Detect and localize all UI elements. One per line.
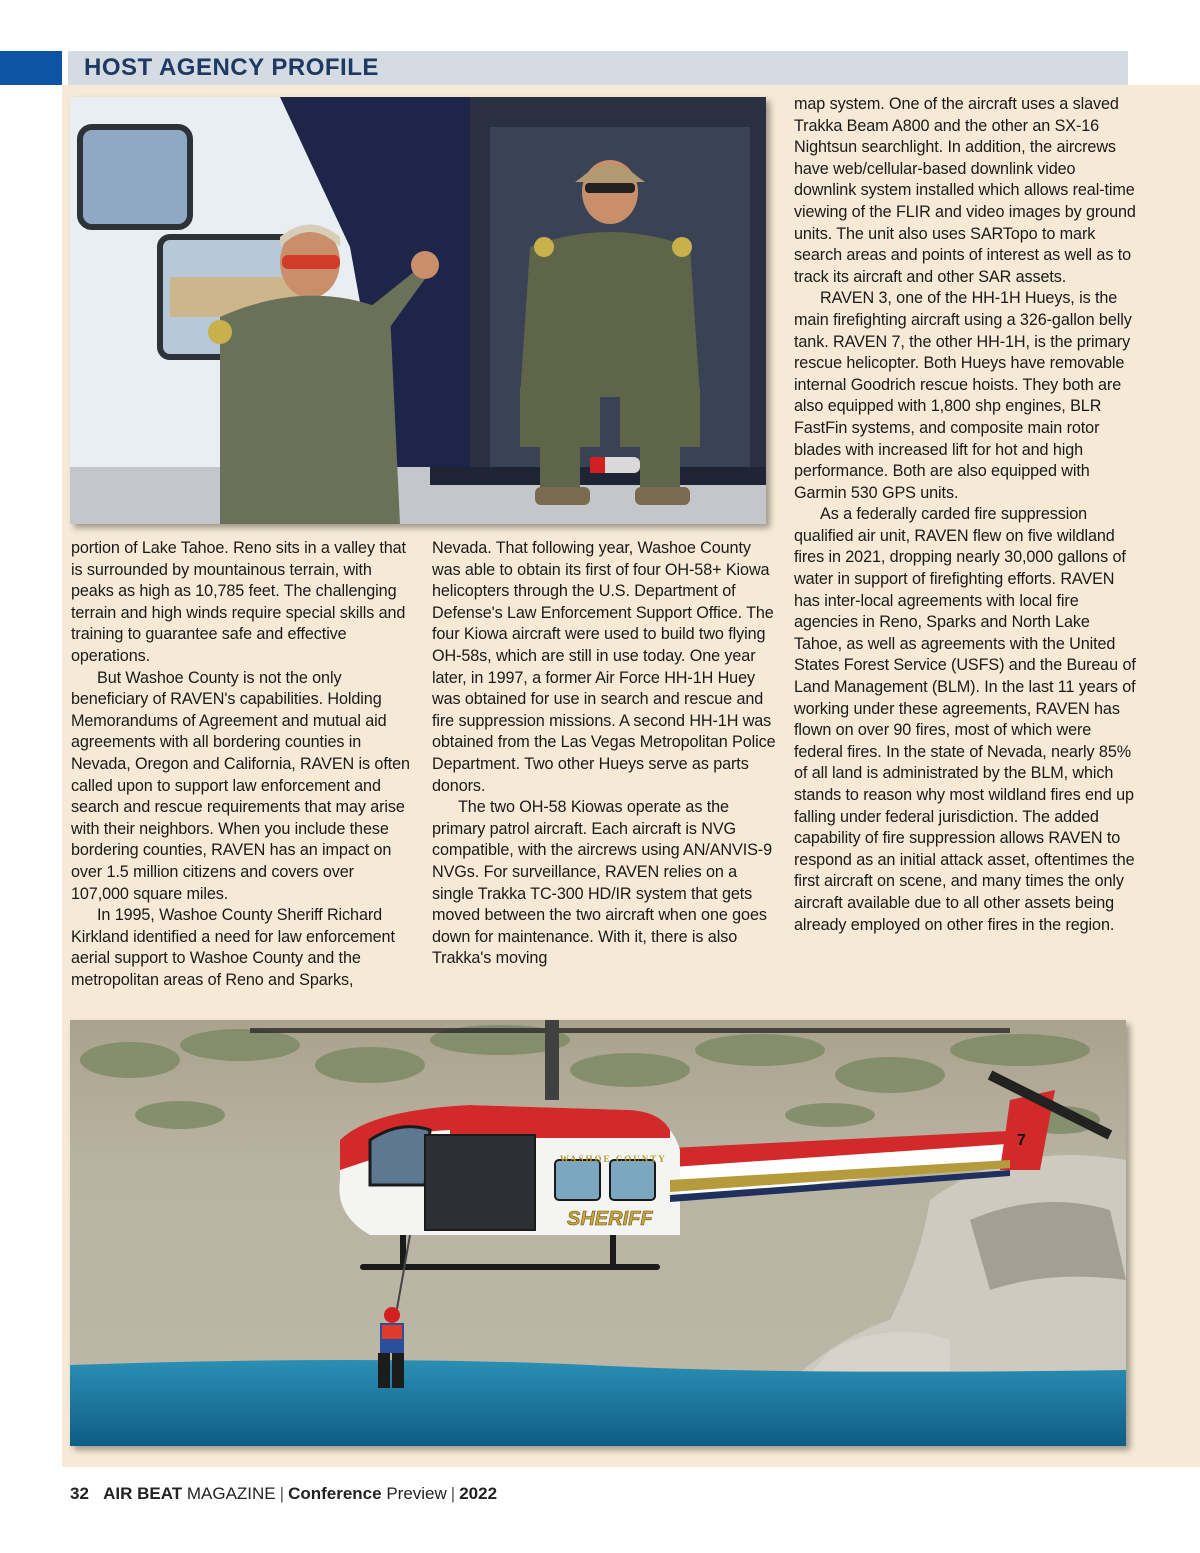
paragraph: portion of Lake Tahoe. Reno sits in a valley that is surrounded by mountainous terrain, with peaks as high as 10,785 feet. The challenging terrain and high winds require special skills and training to guarantee safe and effective operations. bbox=[71, 539, 406, 665]
page-footer bbox=[70, 1481, 497, 1507]
paragraph: In 1995, Washoe County Sheriff Richard Kirkland identified a need for law enforcement aerial support to Washoe County and the metropolitan areas of Reno and Sparks, bbox=[71, 906, 395, 989]
paragraph: map system. One of the aircraft uses a slaved Trakka Beam A800 and the other an SX-16 Nightsun searchlight. In addition, the aircrews have web/cellular-based downlink video downlink system installed which allows real-time viewing of the FLIR and video images by ground units. The unit also uses SARTopo to mark search areas and points of interest as well as to track its aircraft and other SAR assets. bbox=[794, 95, 1136, 286]
photo-helicopter-rescue bbox=[70, 1020, 1126, 1446]
photo-two-pilots bbox=[70, 97, 766, 524]
magazine-name-rest: MAGAZINE bbox=[186, 1484, 276, 1503]
paragraph: Nevada. That following year, Washoe County was able to obtain its first of four OH-58+ Kiowa helicopters through the U.S. Department of Defense's Law Enforcement Support Office. The four Kiowa aircraft were used to build two flying OH-58s, which are still in use today. One year later, in 1997, a former Air Force HH-1H Huey was obtained for use in search and rescue and fire suppression missions. A second HH-1H was obtained from the Las Vegas Metropolitan Police Department. Two other Hueys serve as parts donors. bbox=[432, 539, 776, 795]
paragraph: RAVEN 3, one of the HH-1H Hueys, is the main firefighting aircraft using a 326-gallon belly tank. RAVEN 7, the other HH-1H, is the primary rescue helicopter. Both Hueys have removable internal Goodrich rescue hoists. They both are also equipped with 1,800 shp engines, BLR FastFin systems, and composite main rotor blades with increased lift for hot and high performance. Both are also equipped with Garmin 530 GPS units. bbox=[794, 289, 1132, 502]
helicopter-county-text: WASHOE COUNTY bbox=[560, 1154, 667, 1164]
tail-number: 7 bbox=[1017, 1132, 1026, 1149]
section-title: HOST AGENCY PROFILE bbox=[84, 54, 379, 81]
footer-year: 2022 bbox=[459, 1484, 498, 1503]
paragraph: But Washoe County is not the only beneficiary of RAVEN's capabilities. Holding Memorandums of Agreement and mutual aid agreements with all bordering counties in Nevada, Oregon and California, RAVEN is often called upon to support law enforcement and search and rescue requirements that may arise with their neighbors. When you include these bordering counties, RAVEN has an impact on over 1.5 million citizens and covers over 107,000 square miles. bbox=[71, 668, 410, 903]
article-column-1 bbox=[71, 538, 416, 991]
header-accent-block bbox=[0, 51, 62, 85]
helicopter-sheriff-text: SHERIFF bbox=[567, 1208, 653, 1230]
page-number: 32 bbox=[70, 1484, 89, 1503]
magazine-name-bold: AIR BEAT bbox=[103, 1484, 183, 1503]
article-column-2 bbox=[432, 538, 777, 970]
pilots-photo-illustration bbox=[70, 97, 766, 524]
footer-separator: | bbox=[279, 1484, 285, 1503]
paragraph: The two OH-58 Kiowas operate as the primary patrol aircraft. Each aircraft is NVG compatible, with the aircrews using AN/ANVIS-9 NVGs. For surveillance, RAVEN relies on a single Trakka TC-300 HD/IR system that gets moved between the two aircraft when one goes down for maintenance. With it, there is also Trakka's moving bbox=[432, 798, 772, 968]
paragraph: As a federally carded fire suppression qualified air unit, RAVEN flew on five wildland fires in 2021, dropping nearly 30,000 gallons of water in support of firefighting efforts. RAVEN has inter-local agreements with local fire agencies in Reno, Sparks and North Lake Tahoe, as well as agreements with the United States Forest Service (USFS) and the Bureau of Land Management (BLM). In the last 11 years of working under these agreements, RAVEN has flown on over 90 fires, most of which were federal fires. In the state of Nevada, nearly 85% of all land is administrated by the BLM, which stands to reason why most wildland fires end up falling under federal jurisdiction. The added capability of fire suppression allows RAVEN to respond as an initial attack asset, oftentimes the first aircraft on scene, and many times the only aircraft available due to all other assets being already employed on other fires in the region. bbox=[794, 505, 1136, 934]
conference-bold: Conference bbox=[288, 1484, 382, 1503]
article-column-3 bbox=[794, 94, 1139, 936]
footer-separator: | bbox=[450, 1484, 456, 1503]
helicopter-photo-illustration bbox=[70, 1020, 1126, 1446]
conference-rest: Preview bbox=[386, 1484, 447, 1503]
